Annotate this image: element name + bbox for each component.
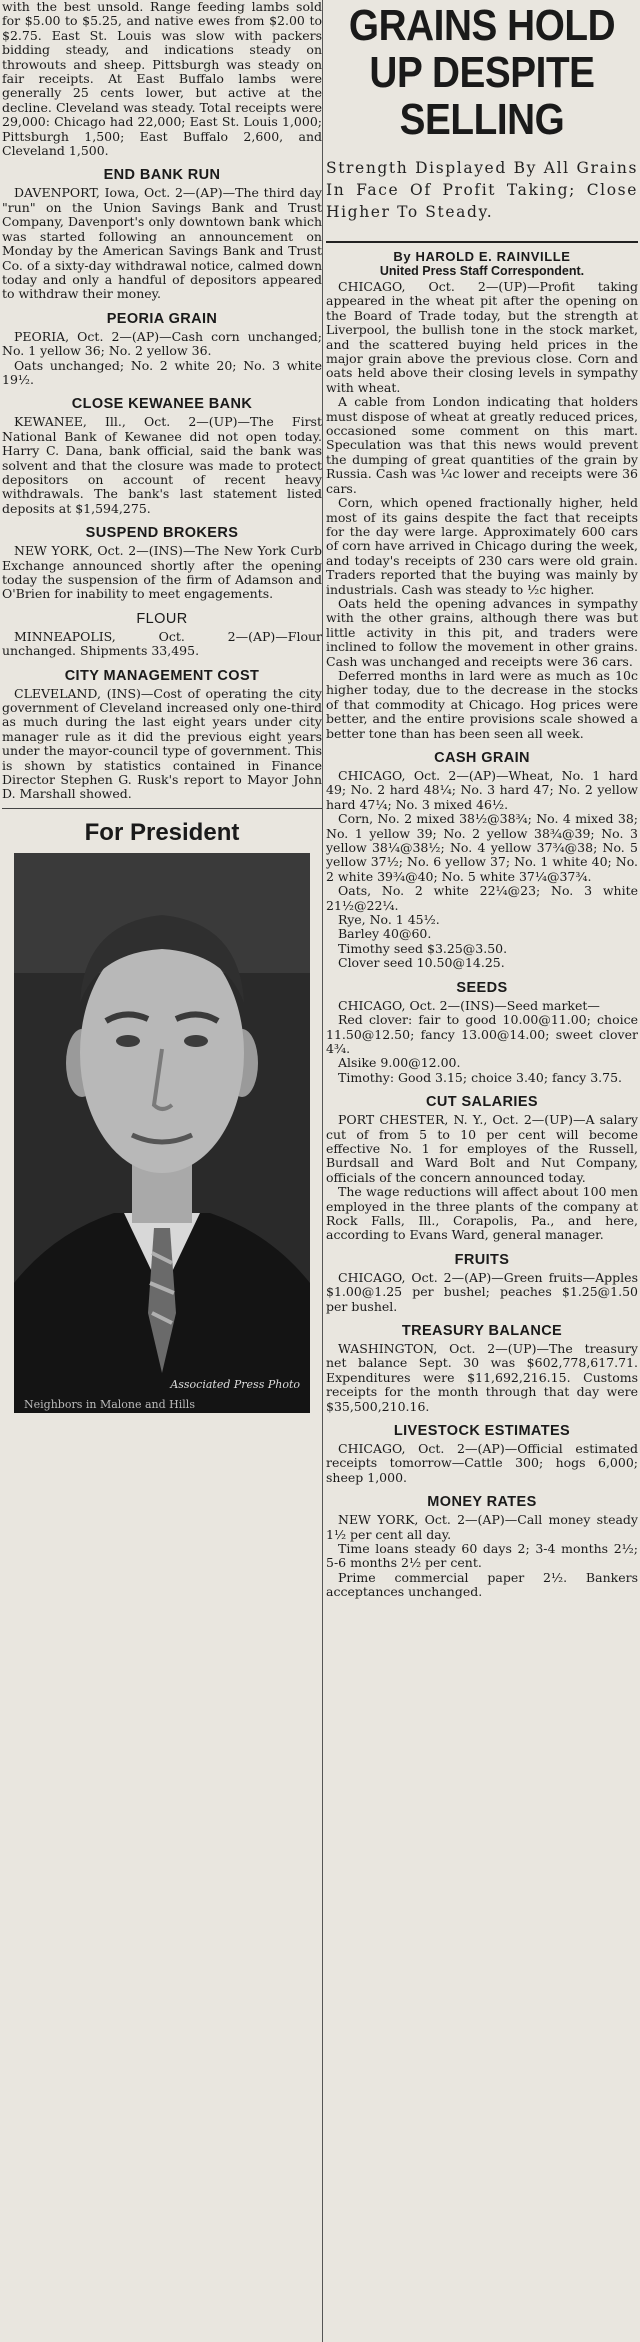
agency-line: United Press Staff Correspondent. <box>379 264 585 278</box>
kewanee-bank-article <box>2 396 322 516</box>
seeds-line: CHICAGO, Oct. 2—(INS)—Seed market— <box>338 997 600 1013</box>
seeds-line: Alsike 9.00@12.00. <box>338 1055 461 1071</box>
money-rates-p2: Time loans steady 60 days 2; 3-4 months 2½; 5-6 months 2½ per cent. <box>326 1541 638 1571</box>
flour-article <box>2 611 322 659</box>
money-rates-p1: NEW YORK, Oct. 2—(AP)—Call money steady 1½ per cent all day. <box>326 1512 638 1542</box>
cash-grain-line: Corn, No. 2 mixed 38½@38¾; No. 4 mixed 38; No. 1 yellow 39; No. 2 yellow 38¾@39; No. 3 yellow 38¼@38½; No. 4 yellow 37¾@38; No. 5 yellow 37½; No. 6 yellow 37; No. 1 white 40; No. 2 white 39¾@40; No. 5 white 37¼@37¾. <box>326 811 638 884</box>
grain-story-p3: Corn, which opened fractionally higher, held most of its gains despite the fact that receipts for the day were large. Approximately 600 cars of corn have arrived in Chicago during the week, and today's receipts of 230 cars were old grain. Traders reported that the buying was mainly by industrials. Cash was steady to ½c higher. <box>326 495 638 597</box>
peoria-grain-p2: Oats unchanged; No. 2 white 20; No. 3 white 19½. <box>2 357 322 387</box>
cash-grain-line: Timothy seed $3.25@3.50. <box>338 940 508 956</box>
cash-grain-line: Oats, No. 2 white 22¼@23; No. 3 white 21½@22¼. <box>326 883 638 913</box>
headline-rule <box>326 241 638 243</box>
livestock-estimates-article <box>326 1423 638 1485</box>
column-divider <box>322 0 323 2342</box>
seeds-line: Red clover: fair to good 10.00@11.00; choice 11.50@12.50; fancy 13.00@14.00; sweet clover 4¾. <box>326 1012 638 1056</box>
flour-headline: FLOUR <box>136 610 188 627</box>
treasury-article <box>326 1323 638 1414</box>
bank-run-headline: END BANK RUN <box>103 167 221 184</box>
livestock-continuation: with the best unsold. Range feeding lambs sold for $5.00 to $5.25, and native ewes from $2.00 to $2.75. East St. Louis was slow with packers bidding steady, and indications steady on throwouts and sheep. Pittsburgh was steady on fair receipts. At East Buffalo lambs were generally 25 cents lower, but active at the decline. Cleveland was steady. Total receipts were 29,000: Chicago had 22,000; East St. Louis 1,000; Pittsburgh 1,500; East Buffalo 2,600, and Cleveland 1,500. <box>2 0 322 159</box>
treasury-headline: TREASURY BALANCE <box>401 1323 563 1339</box>
grain-story-p5: Deferred months in lard were as much as 10c higher today, due to the decrease in the stocks of that commodity at Chicago. Hog prices were better, and the entire provisions scale showed a better tone than has been seen all week. <box>326 667 638 741</box>
peoria-grain-p1: PEORIA, Oct. 2—(AP)—Cash corn unchanged; No. 1 yellow 36; No. 2 yellow 36. <box>2 328 322 359</box>
byline: By HAROLD E. RAINVILLE <box>393 249 571 264</box>
city-cost-article <box>2 668 322 802</box>
cut-salaries-article <box>326 1094 638 1243</box>
photo-cutline: Neighbors in Malone and Hills <box>24 1397 195 1411</box>
suspend-brokers-headline: SUSPEND BROKERS <box>85 525 239 542</box>
city-cost-headline: CITY MANAGEMENT COST <box>64 667 260 684</box>
grain-story-p4: Oats held the opening advances in sympathy with the other grains, although there was but little activity in this pit, and traders were inclined to follow the movement in other grains. Cash was unchanged and receipts were 36 cars. <box>326 595 638 669</box>
grain-story-p1: CHICAGO, Oct. 2—(UP)—Profit taking appeared in the wheat pit after the opening on the Board of Trade today, but the strength at Liverpool, the bullish tone in the stock market, and the scattered buying held prices in the major grain above the previous close. Corn and oats held above their closing levels in sympathy with wheat. <box>326 279 638 395</box>
bank-run-article <box>2 167 322 301</box>
money-rates-p3: Prime commercial paper 2½. Bankers acceptances unchanged. <box>326 1569 638 1600</box>
seeds-line: Timothy: Good 3.15; choice 3.40; fancy 3.75. <box>338 1069 622 1085</box>
photo-heading: For President <box>84 818 240 846</box>
money-rates-headline: MONEY RATES <box>427 1494 537 1511</box>
suspend-brokers-article <box>2 525 322 602</box>
cash-grain-headline: CASH GRAIN <box>434 750 530 766</box>
right-column <box>326 0 638 1600</box>
fruits-article <box>326 1252 638 1314</box>
suspend-brokers-body: NEW YORK, Oct. 2—(INS)—The New York Curb Exchange announced shortly after the opening today the suspension of the firm of Adamson and O'Brien for inability to meet engagements. <box>2 543 322 602</box>
livestock-estimates-headline: LIVESTOCK ESTIMATES <box>393 1423 571 1440</box>
headline-deck: Strength Displayed By All Grains In Face Of Profit Taking; Close Higher To Steady. <box>326 159 638 221</box>
kewanee-bank-headline: CLOSE KEWANEE BANK <box>71 396 253 413</box>
cut-salaries-headline: CUT SALARIES <box>426 1094 538 1111</box>
portrait-photo <box>14 853 310 1413</box>
fruits-body: CHICAGO, Oct. 2—(AP)—Green fruits—Apples $1.00@1.25 per bushel; peaches $1.25@1.50 per bushel. <box>326 1269 638 1314</box>
livestock-estimates-body: CHICAGO, Oct. 2—(AP)—Official estimated receipts tomorrow—Cattle 300; hogs 6,000; sheep 1,000. <box>326 1441 638 1485</box>
kewanee-bank-body: KEWANEE, Ill., Oct. 2—(UP)—The First National Bank of Kewanee did not open today. Harry C. Dana, bank official, said the bank was solvent and that the closure was made to protect depositors on account of recent heavy withdrawals. The bank's last statement listed deposits at $1,594,275. <box>2 414 322 516</box>
peoria-grain-article <box>2 311 322 388</box>
treasury-body: WASHINGTON, Oct. 2—(UP)—The treasury net balance Sept. 30 was $602,778,617.71. Expenditures were $11,692,216.15. Customs receipts for the month through that day were $35,500,210.16. <box>326 1341 638 1414</box>
portrait-illustration <box>14 853 310 1413</box>
cash-grain-line: Clover seed 10.50@14.25. <box>338 955 505 971</box>
flour-body: MINNEAPOLIS, Oct. 2—(AP)—Flour unchanged. Shipments 33,495. <box>2 628 322 659</box>
cash-grain-line: Rye, No. 1 45½. <box>338 912 440 928</box>
grain-story-body <box>326 280 638 741</box>
cut-salaries-p1: PORT CHESTER, N. Y., Oct. 2—(UP)—A salary cut of from 5 to 10 per cent will become effective No. 1 for employes of the Russell, Burdsall and Ward Bolt and Nut Company, officials of the concern announced today. <box>326 1112 638 1185</box>
city-cost-body: CLEVELAND, (INS)—Cost of operating the city government of Cleveland increased only one-third as much during the last eight years under city manager rule as it did the previous eight years under the mayor-council type of government. This is shown by statistics contained in Finance Director Stephen G. Rusk's report to Mayor John D. Marshall showed. <box>2 685 322 802</box>
divider <box>2 808 322 809</box>
photo-credit: Associated Press Photo <box>170 1377 300 1391</box>
left-column <box>2 0 322 1413</box>
cash-grain-article <box>326 750 638 971</box>
fruits-headline: FRUITS <box>454 1251 510 1268</box>
main-headline: GRAINS HOLD UP DESPITE SELLING <box>348 1 616 144</box>
grain-story-p2: A cable from London indicating that holders must dispose of wheat at greatly reduced prices, occasioned some comment on this mart. Speculation was that this news would prevent the dumping of great quantities of the grain by Russia. Cash was ¼c lower and receipts were 36 cars. <box>326 394 638 496</box>
money-rates-article <box>326 1494 638 1599</box>
cash-grain-line: CHICAGO, Oct. 2—(AP)—Wheat, No. 1 hard 49; No. 2 hard 48¼; No. 3 hard 47; No. 2 yellow hard 47¼; No. 3 mixed 46½. <box>326 768 638 812</box>
seeds-headline: SEEDS <box>456 979 508 996</box>
seeds-article <box>326 980 638 1085</box>
bank-run-body: DAVENPORT, Iowa, Oct. 2—(AP)—The third day "run" on the Union Savings Bank and Trust Company, Davenport's only downtown bank which was started following an announcement on Monday by the American Savings Bank and Trust Co. of a sixty-day withdrawal notice, calmed down today and only a handful of depositors appeared to withdraw their money. <box>2 185 322 302</box>
peoria-grain-headline: PEORIA GRAIN <box>106 310 218 327</box>
cut-salaries-p2: The wage reductions will affect about 100 men employed in the three plants of the company at Rock Falls, Ill., Corapolis, Pa., and here, according to Evans Ward, general manager. <box>326 1184 638 1243</box>
cash-grain-line: Barley 40@60. <box>338 926 432 942</box>
